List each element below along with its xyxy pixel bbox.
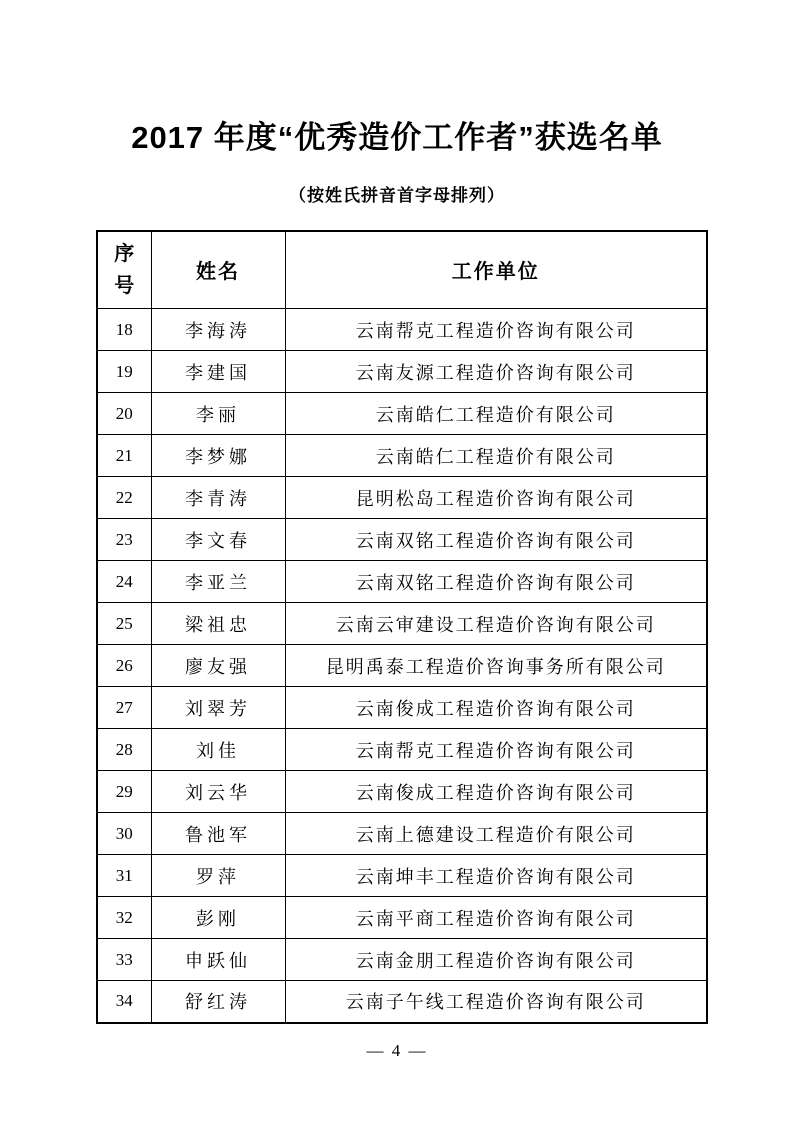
- cell-seq: 27: [97, 687, 151, 729]
- cell-unit: 云南上德建设工程造价有限公司: [285, 813, 707, 855]
- table-row: [97, 687, 707, 729]
- cell-seq: 28: [97, 729, 151, 771]
- cell-name: 李丽: [151, 393, 285, 435]
- cell-seq: 22: [97, 477, 151, 519]
- column-header-name: 姓名: [151, 231, 285, 309]
- cell-name: 刘佳: [151, 729, 285, 771]
- table-row: [97, 981, 707, 1023]
- cell-unit: 云南帮克工程造价咨询有限公司: [285, 309, 707, 351]
- cell-unit: 昆明禹泰工程造价咨询事务所有限公司: [285, 645, 707, 687]
- cell-unit: 云南云审建设工程造价咨询有限公司: [285, 603, 707, 645]
- cell-name: 李亚兰: [151, 561, 285, 603]
- cell-name: 梁祖忠: [151, 603, 285, 645]
- table-row: [97, 561, 707, 603]
- cell-unit: 云南俊成工程造价咨询有限公司: [285, 771, 707, 813]
- cell-name: 刘云华: [151, 771, 285, 813]
- cell-seq: 33: [97, 939, 151, 981]
- table-row: [97, 435, 707, 477]
- cell-name: 李文春: [151, 519, 285, 561]
- cell-unit: 云南皓仁工程造价有限公司: [285, 393, 707, 435]
- cell-name: 李建国: [151, 351, 285, 393]
- cell-seq: 18: [97, 309, 151, 351]
- table-row: [97, 813, 707, 855]
- cell-seq: 26: [97, 645, 151, 687]
- table-row: [97, 729, 707, 771]
- column-header-unit: 工作单位: [285, 231, 707, 309]
- table-row: [97, 393, 707, 435]
- cell-name: 刘翠芳: [151, 687, 285, 729]
- table-row: [97, 309, 707, 351]
- cell-name: 舒红涛: [151, 981, 285, 1023]
- table-row: [97, 771, 707, 813]
- table-body: [97, 309, 707, 1023]
- cell-seq: 24: [97, 561, 151, 603]
- table-row: [97, 351, 707, 393]
- cell-unit: 云南金朋工程造价咨询有限公司: [285, 939, 707, 981]
- table-row: [97, 519, 707, 561]
- table-row: [97, 603, 707, 645]
- document-subtitle: （按姓氏拼音首字母排列）: [289, 185, 505, 205]
- cell-name: 鲁池军: [151, 813, 285, 855]
- cell-seq: 25: [97, 603, 151, 645]
- cell-unit: 云南双铭工程造价咨询有限公司: [285, 561, 707, 603]
- award-table: [96, 230, 708, 1024]
- cell-unit: 昆明松岛工程造价咨询有限公司: [285, 477, 707, 519]
- cell-name: 申跃仙: [151, 939, 285, 981]
- cell-seq: 34: [97, 981, 151, 1023]
- cell-seq: 29: [97, 771, 151, 813]
- cell-seq: 20: [97, 393, 151, 435]
- cell-name: 李海涛: [151, 309, 285, 351]
- cell-seq: 32: [97, 897, 151, 939]
- cell-name: 彭刚: [151, 897, 285, 939]
- column-header-seq-label: 序号: [114, 242, 135, 297]
- cell-unit: 云南坤丰工程造价咨询有限公司: [285, 855, 707, 897]
- cell-unit: 云南皓仁工程造价有限公司: [285, 435, 707, 477]
- cell-seq: 19: [97, 351, 151, 393]
- document-title: 2017 年度“优秀造价工作者”获选名单: [131, 120, 663, 155]
- cell-name: 罗萍: [151, 855, 285, 897]
- table-row: [97, 939, 707, 981]
- cell-unit: 云南子午线工程造价咨询有限公司: [285, 981, 707, 1023]
- table-row: [97, 477, 707, 519]
- table-row: [97, 897, 707, 939]
- cell-unit: 云南双铭工程造价咨询有限公司: [285, 519, 707, 561]
- cell-seq: 23: [97, 519, 151, 561]
- cell-name: 廖友强: [151, 645, 285, 687]
- table-header-row: [97, 231, 707, 309]
- table-row: [97, 855, 707, 897]
- cell-seq: 30: [97, 813, 151, 855]
- page-number: — 4 —: [366, 1040, 428, 1060]
- cell-unit: 云南友源工程造价咨询有限公司: [285, 351, 707, 393]
- cell-name: 李青涛: [151, 477, 285, 519]
- column-header-seq: [97, 231, 151, 309]
- cell-name: 李梦娜: [151, 435, 285, 477]
- cell-seq: 31: [97, 855, 151, 897]
- cell-unit: 云南平商工程造价咨询有限公司: [285, 897, 707, 939]
- cell-unit: 云南俊成工程造价咨询有限公司: [285, 687, 707, 729]
- cell-seq: 21: [97, 435, 151, 477]
- cell-unit: 云南帮克工程造价咨询有限公司: [285, 729, 707, 771]
- table-row: [97, 645, 707, 687]
